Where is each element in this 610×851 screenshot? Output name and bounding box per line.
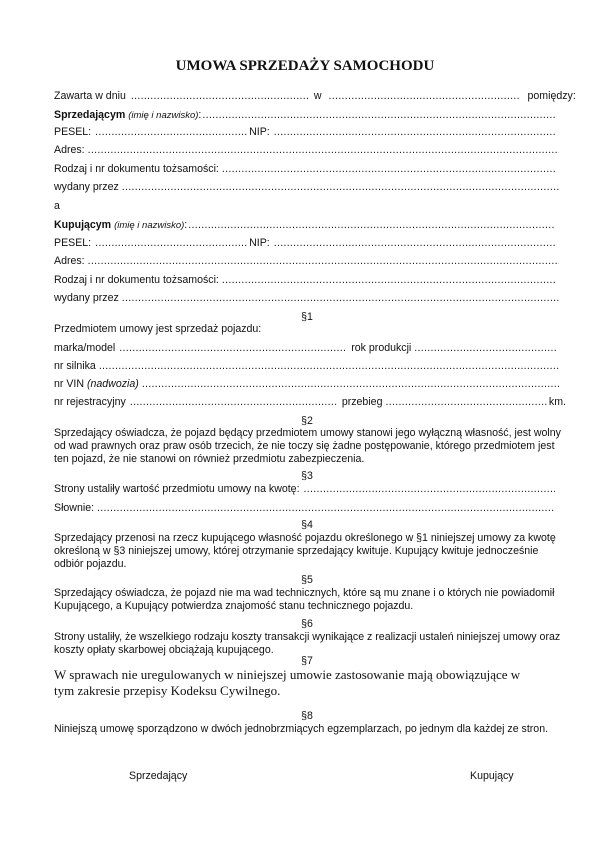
- section-7-heading: §7: [301, 655, 313, 667]
- section-2-text: Sprzedający oświadcza, że pojazd będący przedmiotem umowy stanowi jego wyłączną własność, jest wolny od wad prawnych oraz praw osób trzecich, że nie toczy się żadne postępowanie, którego przedmiotem jest ten pojazd, że nie stanowi on również przedmiotu zabezpieczenia.: [54, 427, 561, 465]
- section-5-text: Sprzedający oświadcza, że pojazd nie ma wad technicznych, które są mu znane i o których nie powiadomił Kupującego, a Kupujący potwierdza znajomość stanu technicznego pojazdu.: [54, 587, 555, 612]
- place-field[interactable]: [328, 90, 520, 103]
- buyer-signature-label: Kupujący: [470, 770, 514, 782]
- price-words-field[interactable]: [97, 502, 555, 515]
- vin-line: [54, 378, 560, 391]
- seller-nip-field[interactable]: [274, 126, 555, 139]
- buyer-hint: (imię i nazwisko): [114, 220, 185, 231]
- price-words-line: [54, 502, 556, 515]
- date-field[interactable]: [130, 90, 310, 103]
- section-4-heading: §4: [301, 519, 313, 531]
- buyer-id-field[interactable]: [222, 274, 555, 287]
- buyer-issuer-field[interactable]: [122, 292, 559, 305]
- vin-hint: (nadwozia): [86, 378, 139, 390]
- buyer-id-line: [54, 274, 556, 287]
- section-6-text: Strony ustaliły, że wszelkiego rodzaju koszty transakcji wynikające z realizacji ustaleń niniejszej umowy oraz koszty opłaty skarbowej obciążają kupującego.: [54, 631, 561, 656]
- issuer-label: wydany przez: [54, 292, 119, 304]
- seller-pesel-field[interactable]: [94, 126, 249, 139]
- buyer-address-field[interactable]: [88, 255, 559, 268]
- price-words-label: Słownie:: [54, 502, 95, 514]
- issuer-label: wydany przez: [54, 181, 119, 193]
- engine-line: [54, 360, 560, 373]
- section-2-heading: §2: [301, 415, 313, 427]
- pesel-label: PESEL:: [54, 126, 92, 138]
- id-label: Rodzaj i nr dokumentu tożsamości:: [54, 274, 219, 286]
- registration-field[interactable]: [129, 396, 339, 409]
- buyer-pesel-line: [54, 237, 556, 250]
- year-label: rok produkcji: [351, 342, 412, 354]
- km-label: km.: [548, 396, 566, 408]
- engine-field[interactable]: [99, 360, 559, 373]
- address-label: Adres:: [54, 255, 85, 267]
- seller-label: Sprzedającym: [54, 109, 126, 121]
- colon: :: [198, 109, 202, 121]
- price-line: [54, 483, 556, 496]
- section-4-text: Sprzedający przenosi na rzecz kupującego własność pojazdu określonego w §1 niniejszej umowy za kwotę określoną w §3 niniejszej umowy, której otrzymanie sprzedający kwituje. Kupujący kwituje jednocześnie odbiór pojazdu.: [54, 532, 556, 570]
- buyer-pesel-field[interactable]: [94, 237, 249, 250]
- make-model-line: [54, 342, 558, 355]
- seller-name-line: [54, 109, 556, 122]
- year-field[interactable]: [414, 342, 557, 355]
- intro-line: [54, 90, 576, 103]
- seller-address-field[interactable]: [88, 144, 559, 157]
- document-title: UMOWA SPRZEDAŻY SAMOCHODU: [175, 58, 435, 74]
- mileage-label: przebieg: [341, 396, 383, 408]
- buyer-label: Kupującym: [54, 219, 112, 231]
- buyer-address-line: [54, 255, 560, 268]
- section-1-text: Przedmiotem umowy jest sprzedaż pojazdu:: [54, 323, 262, 335]
- registration-line: [54, 396, 566, 409]
- seller-issuer-field[interactable]: [122, 181, 559, 194]
- section-5-heading: §5: [301, 574, 313, 586]
- nip-label: NIP:: [249, 126, 270, 138]
- make-label: marka/model: [54, 342, 116, 354]
- seller-id-field[interactable]: [222, 163, 555, 176]
- label-date: Zawarta w dniu: [54, 90, 126, 102]
- section-8-text: Niniejszą umowę sporządzono w dwóch jednobrzmiących egzemplarzach, po jednym dla każdej ze stron.: [54, 723, 549, 735]
- label-place: w: [313, 90, 322, 102]
- section-8-heading: §8: [301, 710, 313, 722]
- mileage-field[interactable]: [385, 396, 547, 409]
- buyer-issuer-line: [54, 292, 560, 305]
- price-label: Strony ustaliły wartość przedmiotu umowy na kwotę:: [54, 483, 300, 495]
- section-6-heading: §6: [301, 618, 313, 630]
- make-field[interactable]: [118, 342, 348, 355]
- section-1-heading: §1: [301, 311, 313, 323]
- id-label: Rodzaj i nr dokumentu tożsamości:: [54, 163, 219, 175]
- label-between: pomiędzy:: [527, 90, 576, 102]
- seller-signature-label: Sprzedający: [129, 770, 188, 782]
- seller-address-line: [54, 144, 560, 157]
- buyer-nip-field[interactable]: [274, 237, 555, 250]
- section-7-text: W sprawach nie uregulowanych w niniejszej umowie zastosowanie mają obowiązujące w tym zakresie przepisy Kodeksu Cywilnego.: [54, 667, 521, 698]
- section-3-heading: §3: [301, 470, 313, 482]
- buyer-name-field[interactable]: [188, 219, 555, 232]
- buyer-name-line: [54, 219, 556, 232]
- price-field[interactable]: [304, 483, 555, 496]
- colon: :: [184, 219, 188, 231]
- address-label: Adres:: [54, 144, 85, 156]
- vin-label: nr VIN: [54, 378, 85, 390]
- registration-label: nr rejestracyjny: [54, 396, 126, 408]
- pesel-label: PESEL:: [54, 237, 92, 249]
- vin-field[interactable]: [142, 378, 559, 391]
- seller-hint: (imię i nazwisko): [128, 110, 199, 121]
- seller-issuer-line: [54, 181, 560, 194]
- and-line: [54, 200, 560, 213]
- seller-pesel-line: [54, 126, 556, 139]
- seller-id-line: [54, 163, 556, 176]
- nip-label: NIP:: [249, 237, 270, 249]
- and-text: a: [54, 200, 60, 212]
- seller-name-field[interactable]: [202, 109, 555, 122]
- engine-label: nr silnika: [54, 360, 96, 372]
